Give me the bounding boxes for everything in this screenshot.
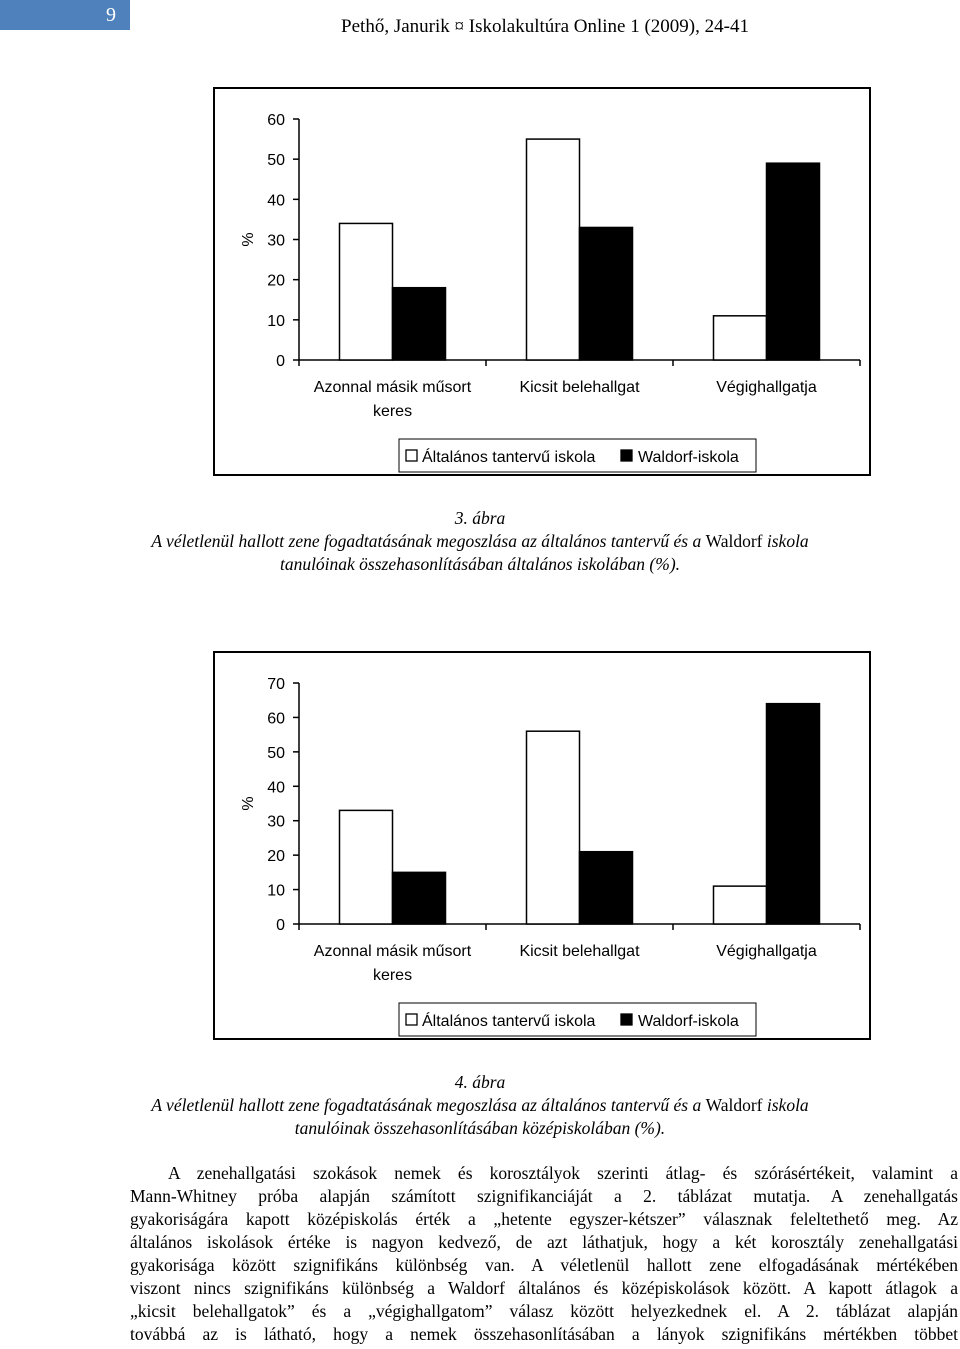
y-tick-label: 50	[267, 152, 285, 170]
body-line: Mann-Whitney próba alapján számított szignifikanciáját a 2. táblázat mutatja. A zenehallgatás	[130, 1186, 958, 1206]
body-line: A zenehallgatási szokások nemek és korosztályok szerinti átlag- és szórásértékeit, valamint a	[168, 1163, 958, 1183]
x-category-label: Kicsit belehallgat	[519, 943, 640, 960]
legend-label-waldorf: Waldorf-iskola	[638, 449, 739, 466]
bar-altalanos	[527, 731, 580, 924]
y-tick-label: 0	[276, 917, 285, 934]
y-tick-label: 60	[267, 710, 285, 728]
y-tick-label: 30	[267, 813, 285, 831]
body-line: továbbá az is látható, hogy a nemek összehasonlításában a lányok szignifikáns mértékben többet	[130, 1324, 958, 1344]
bar-waldorf	[393, 872, 446, 924]
y-tick-label: 20	[267, 848, 285, 866]
legend	[399, 1003, 756, 1036]
legend-swatch-altalanos	[406, 450, 417, 461]
figure-3-svg	[215, 89, 871, 476]
figure-3-chart	[213, 87, 871, 476]
bar-altalanos	[714, 316, 767, 360]
y-tick-label: 50	[267, 744, 285, 762]
body-paragraph	[130, 1162, 958, 1346]
y-tick-label: 30	[267, 232, 285, 250]
figure-3-caption-line2: tanulóinak összehasonlításában általános iskolában (%).	[279, 554, 681, 574]
x-category-label: keres	[372, 403, 413, 420]
bar-altalanos	[714, 886, 767, 924]
x-category-label: Azonnal másik műsort	[313, 943, 472, 960]
y-tick-label: 0	[276, 353, 285, 370]
bar-waldorf	[767, 163, 820, 360]
figure-4-svg	[215, 653, 871, 1040]
figure-4-chart	[213, 651, 871, 1040]
body-line: gyakorisága között szignifikáns különbség van. A véletlenül hallott zene elfogadásának mértékében	[130, 1255, 958, 1275]
y-tick-label: 40	[267, 192, 285, 210]
bar-waldorf	[580, 227, 633, 360]
y-axis-label: %	[240, 796, 257, 811]
x-category-label: Végighallgatja	[716, 379, 817, 396]
y-tick-label: 70	[267, 676, 285, 693]
legend-label-altalanos: Általános tantervű iskola	[422, 449, 596, 466]
y-axis-label: %	[240, 232, 257, 247]
body-line: „kicsit belehallgatok” és a „végighallgatom” válasz között helyezkednek el. A 2. táblázat alapján	[130, 1301, 958, 1321]
x-category-label: keres	[372, 967, 413, 984]
legend-label-waldorf: Waldorf-iskola	[638, 1013, 739, 1030]
body-line: általános iskolások értéke is nagyon kedvező, de azt láthatjuk, hogy a két korosztály zenehallgatási	[130, 1232, 958, 1252]
body-line: viszont nincs szignifikáns különbség a Waldorf általános és középiskolások között. A kapott átlagok a	[130, 1278, 958, 1298]
x-category-label: Végighallgatja	[716, 943, 817, 960]
figure-4-caption	[0, 1071, 960, 1140]
figure-3-caption	[0, 507, 960, 576]
figure-3-number: 3. ábra	[454, 508, 506, 528]
figure-4-caption-line2: tanulóinak összehasonlításában középiskolában (%).	[294, 1118, 666, 1138]
legend-swatch-waldorf	[621, 1014, 632, 1025]
figure-4-caption-line1: A véletlenül hallott zene fogadtatásának megoszlása az általános tantervű és a Waldorf iskola	[151, 1095, 809, 1115]
legend-label-altalanos: Általános tantervű iskola	[422, 1013, 596, 1030]
legend-swatch-waldorf	[621, 450, 632, 461]
page-number: 9	[0, 0, 130, 30]
legend-swatch-altalanos	[406, 1014, 417, 1025]
bar-waldorf	[393, 288, 446, 360]
bar-waldorf	[767, 704, 820, 924]
legend	[399, 439, 756, 472]
figure-3-caption-line1: A véletlenül hallott zene fogadtatásának megoszlása az általános tantervű és a Waldorf iskola	[151, 531, 809, 551]
x-category-label: Kicsit belehallgat	[519, 379, 640, 396]
bar-altalanos	[340, 810, 393, 924]
bar-waldorf	[580, 852, 633, 924]
y-tick-label: 10	[267, 312, 285, 330]
y-tick-label: 40	[267, 779, 285, 797]
y-tick-label: 10	[267, 882, 285, 900]
x-category-label: Azonnal másik műsort	[313, 379, 472, 396]
bar-altalanos	[340, 223, 393, 360]
body-line: gyakoriságára kapott középiskolás érték a „hetente egyszer-kétszer” válasznak feleltethető meg. Az	[130, 1209, 958, 1229]
y-tick-label: 60	[267, 112, 285, 129]
bar-altalanos	[527, 139, 580, 360]
running-head: Pethő, Janurik ¤ Iskolakultúra Online 1 (2009), 24-41	[341, 16, 749, 37]
figure-4-number: 4. ábra	[454, 1072, 506, 1092]
y-tick-label: 20	[267, 272, 285, 290]
